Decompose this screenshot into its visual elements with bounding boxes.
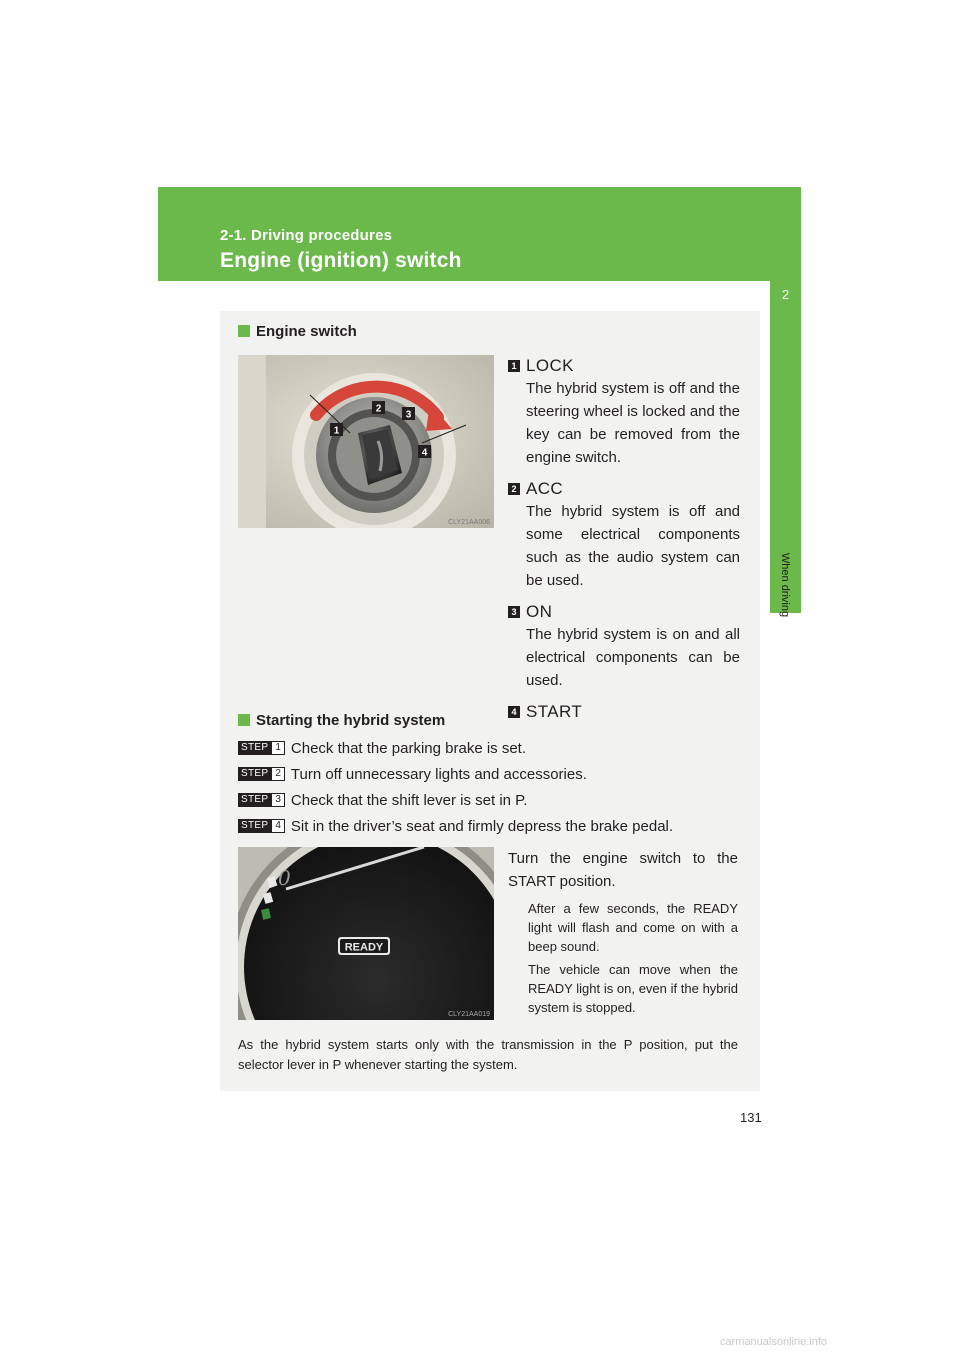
chapter-label-text: When driving	[779, 552, 791, 618]
step-badge	[238, 767, 285, 781]
position-description: The hybrid system is off and the steering wheel is locked and the key can be removed from the engine switch.	[526, 380, 740, 466]
list-item	[508, 701, 740, 723]
step-text: Check that the shift lever is set in P.	[290, 791, 528, 809]
position-description: The hybrid system is on and all electrical components can be used.	[526, 626, 740, 689]
list-item	[508, 355, 740, 469]
list-item	[508, 478, 740, 592]
starting-heading-text: Starting the hybrid system	[256, 712, 446, 729]
list-item	[238, 787, 748, 813]
step-text: Turn off unnecessary lights and accessories.	[290, 765, 587, 783]
position-name: LOCK	[526, 356, 574, 375]
position-description: The hybrid system is off and some electrical components such as the audio system can be used.	[526, 503, 740, 589]
step-badge	[238, 741, 285, 755]
watermark: carmanualsonline.info	[720, 1336, 828, 1348]
chapter-number: 2	[781, 287, 790, 302]
position-name: ON	[526, 602, 553, 621]
step-word: STEP	[238, 741, 271, 755]
step-number: 4	[271, 819, 285, 833]
step-number: 1	[271, 741, 285, 755]
number-3-icon: 3	[508, 606, 520, 618]
list-item	[238, 761, 748, 787]
ready-indicator-label: READY	[344, 941, 384, 954]
content-panel	[220, 311, 760, 1091]
page-title: Engine (ignition) switch	[220, 249, 462, 272]
position-name: ACC	[526, 479, 564, 498]
starting-heading	[238, 712, 445, 729]
list-item	[238, 735, 748, 761]
photo-callout-4: 4	[421, 447, 428, 459]
step-word: STEP	[238, 819, 271, 833]
photo-callout-3: 3	[405, 409, 412, 421]
engine-switch-photo	[238, 355, 494, 528]
start-instruction-text: Turn the engine switch to the START position.	[508, 850, 738, 890]
start-instructions	[508, 847, 738, 1017]
header-bar	[158, 187, 801, 281]
step-number: 2	[271, 767, 285, 781]
step-badge	[238, 819, 285, 833]
ready-note: After a few seconds, the READY light will flash and come on with a beep sound.	[528, 901, 738, 954]
number-2-icon: 2	[508, 483, 520, 495]
chapter-label	[772, 540, 798, 630]
ready-light-illustration	[238, 847, 494, 1020]
heading-square-icon	[238, 325, 250, 337]
list-item	[508, 601, 740, 692]
engine-switch-heading-text: Engine switch	[256, 323, 357, 340]
list-item	[238, 813, 748, 839]
photo-callout-1: 1	[333, 425, 340, 437]
step-badge	[238, 793, 285, 807]
ready-light-photo	[238, 847, 494, 1020]
heading-square-icon	[238, 714, 250, 726]
step-text: Check that the parking brake is set.	[290, 739, 527, 757]
step-word: STEP	[238, 793, 271, 807]
gauge-zero: 0	[278, 866, 291, 890]
engine-switch-heading	[238, 323, 357, 340]
step-number: 3	[271, 793, 285, 807]
photo-code: CLY21AA006	[448, 519, 490, 526]
position-name: START	[526, 702, 583, 721]
section-label: 2-1. Driving procedures	[220, 227, 393, 244]
step-list	[238, 735, 748, 839]
page-number: 131	[740, 1110, 762, 1125]
photo-callout-2: 2	[375, 403, 382, 415]
number-4-icon: 4	[508, 706, 520, 718]
step-text: Sit in the driver’s seat and firmly depress the brake pedal.	[290, 817, 674, 835]
number-1-icon: 1	[508, 360, 520, 372]
selector-lever-note: As the hybrid system starts only with the transmission in the P position, put the selector lever in P whenever starting the system.	[238, 1037, 738, 1072]
photo-code: CLY21AA019	[448, 1011, 490, 1018]
ready-note: The vehicle can move when the READY light is on, even if the hybrid system is stopped.	[528, 962, 738, 1015]
step-word: STEP	[238, 767, 271, 781]
switch-position-list	[508, 355, 740, 732]
engine-switch-illustration	[238, 355, 494, 528]
